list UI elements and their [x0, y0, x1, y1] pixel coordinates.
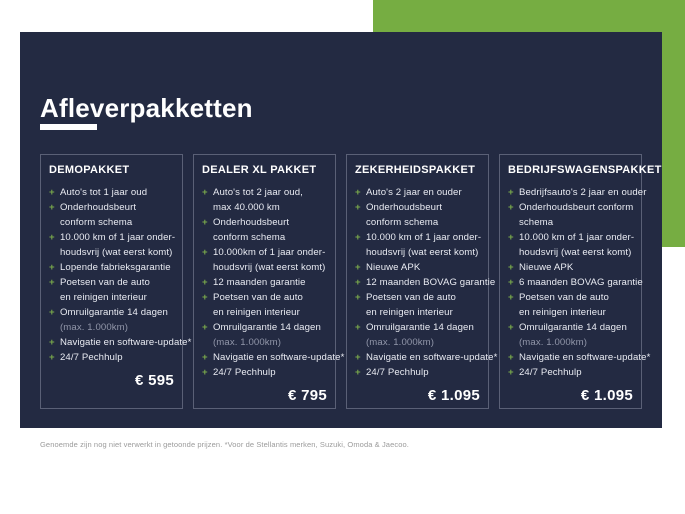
- feature-line: houdsvrij (wat eerst komt): [366, 247, 479, 258]
- package-feature-list: [202, 185, 345, 380]
- package-feature: [508, 365, 633, 380]
- feature-line: + Poetsen van de auto: [355, 292, 456, 303]
- plus-bullet-icon: +: [49, 187, 55, 198]
- package-feature: [508, 260, 633, 275]
- plus-bullet-icon: +: [355, 292, 361, 303]
- title-underline: [40, 124, 97, 130]
- package-feature-list: [508, 185, 651, 380]
- package-feature: [202, 290, 327, 320]
- feature-line: (max. 1.000km): [519, 337, 588, 348]
- plus-bullet-icon: +: [202, 277, 208, 288]
- feature-line: conform schema: [60, 217, 133, 228]
- plus-bullet-icon: +: [202, 367, 208, 378]
- feature-line: + Omruilgarantie 14 dagen: [202, 322, 321, 333]
- package-feature: [508, 350, 651, 365]
- plus-bullet-icon: +: [508, 232, 514, 243]
- plus-bullet-icon: +: [508, 187, 514, 198]
- plus-bullet-icon: +: [355, 352, 361, 363]
- package-feature: [508, 275, 643, 290]
- plus-bullet-icon: +: [355, 322, 361, 333]
- feature-line: + Onderhoudsbeurt conform: [508, 202, 634, 213]
- package-feature: [355, 350, 498, 365]
- package-feature: [202, 350, 345, 365]
- plus-bullet-icon: +: [355, 367, 361, 378]
- feature-line: en reinigen interieur: [213, 307, 300, 318]
- plus-bullet-icon: +: [508, 367, 514, 378]
- plus-bullet-icon: +: [49, 262, 55, 273]
- plus-bullet-icon: +: [202, 247, 208, 258]
- plus-bullet-icon: +: [508, 202, 514, 213]
- package-feature: [49, 305, 174, 335]
- feature-line: + 10.000 km of 1 jaar onder-: [355, 232, 482, 243]
- plus-bullet-icon: +: [355, 232, 361, 243]
- package-feature-list: [49, 185, 192, 365]
- package-feature-list: [355, 185, 498, 380]
- plus-bullet-icon: +: [49, 352, 55, 363]
- feature-line: + Navigatie en software-update*: [49, 337, 192, 348]
- plus-bullet-icon: +: [202, 352, 208, 363]
- feature-line: + Bedrijfsauto's 2 jaar en ouder: [508, 187, 647, 198]
- feature-line: + Omruilgarantie 14 dagen: [49, 307, 168, 318]
- package-feature: [202, 275, 327, 290]
- package-feature: [508, 185, 647, 200]
- feature-line: conform schema: [366, 217, 439, 228]
- package-feature: [355, 185, 480, 200]
- feature-line: houdsvrij (wat eerst komt): [60, 247, 173, 258]
- footnote-text: Genoemde zijn nog niet verwerkt in getoonde prijzen. *Voor de Stellantis merken, Suzuki, Omoda & Jaecoo.: [40, 440, 409, 449]
- package-feature: [355, 275, 496, 290]
- feature-line: houdsvrij (wat eerst komt): [519, 247, 632, 258]
- feature-line: + Nieuwe APK: [355, 262, 421, 273]
- plus-bullet-icon: +: [508, 352, 514, 363]
- feature-line: + 12 maanden BOVAG garantie: [355, 277, 496, 288]
- package-title: DEMOPAKKET: [49, 164, 130, 176]
- package-price: € 795: [287, 387, 327, 404]
- package-feature: [202, 365, 327, 380]
- package-title: ZEKERHEIDSPAKKET: [355, 164, 476, 176]
- package-feature: [508, 290, 633, 320]
- package-feature: [49, 350, 174, 365]
- feature-line: + Onderhoudsbeurt: [49, 202, 137, 213]
- package-title: BEDRIJFSWAGENSPAKKET: [508, 164, 662, 176]
- package-feature: [202, 245, 327, 275]
- package-feature: [49, 335, 192, 350]
- package-cards-row: [40, 154, 662, 409]
- package-card-bedrijfswagenspakket: [499, 154, 662, 409]
- package-feature: [508, 200, 633, 230]
- plus-bullet-icon: +: [355, 262, 361, 273]
- plus-bullet-icon: +: [355, 202, 361, 213]
- feature-line: + 10.000km of 1 jaar onder-: [202, 247, 326, 258]
- feature-line: + Poetsen van de auto: [508, 292, 609, 303]
- feature-line: (max. 1.000km): [213, 337, 282, 348]
- package-feature: [355, 365, 480, 380]
- feature-line: conform schema: [213, 232, 286, 243]
- feature-line: + Poetsen van de auto: [49, 277, 150, 288]
- package-feature: [49, 200, 174, 230]
- plus-bullet-icon: +: [508, 322, 514, 333]
- package-feature: [355, 290, 480, 320]
- package-title: DEALER XL PAKKET: [202, 164, 317, 176]
- package-feature: [202, 215, 327, 245]
- package-feature: [355, 260, 480, 275]
- package-feature: [202, 320, 327, 350]
- package-feature: [508, 230, 633, 260]
- plus-bullet-icon: +: [49, 337, 55, 348]
- feature-line: + 12 maanden garantie: [202, 277, 306, 288]
- plus-bullet-icon: +: [355, 277, 361, 288]
- feature-line: + Auto's tot 1 jaar oud: [49, 187, 148, 198]
- feature-line: + Omruilgarantie 14 dagen: [355, 322, 474, 333]
- package-feature: [508, 320, 633, 350]
- plus-bullet-icon: +: [508, 277, 514, 288]
- feature-line: en reinigen interieur: [519, 307, 606, 318]
- package-price: € 1.095: [427, 387, 480, 404]
- feature-line: (max. 1.000km): [366, 337, 435, 348]
- feature-line: + Poetsen van de auto: [202, 292, 303, 303]
- feature-line: + Navigatie en software-update*: [202, 352, 345, 363]
- package-feature: [49, 275, 174, 305]
- feature-line: + 24/7 Pechhulp: [508, 367, 582, 378]
- feature-line: + 24/7 Pechhulp: [355, 367, 429, 378]
- feature-line: + 6 maanden BOVAG garantie: [508, 277, 643, 288]
- package-card-dealer-xl-pakket: [193, 154, 345, 409]
- package-card-zekerheidspakket: [346, 154, 498, 409]
- package-card-demopakket: [40, 154, 192, 409]
- package-feature: [355, 230, 480, 260]
- feature-line: + Auto's 2 jaar en ouder: [355, 187, 462, 198]
- feature-line: + Navigatie en software-update*: [508, 352, 651, 363]
- feature-line: max 40.000 km: [213, 202, 280, 213]
- plus-bullet-icon: +: [202, 187, 208, 198]
- plus-bullet-icon: +: [49, 277, 55, 288]
- feature-line: + Onderhoudsbeurt: [355, 202, 443, 213]
- feature-line: + 10.000 km of 1 jaar onder-: [508, 232, 635, 243]
- package-feature: [49, 185, 174, 200]
- feature-line: + Navigatie en software-update*: [355, 352, 498, 363]
- plus-bullet-icon: +: [355, 187, 361, 198]
- feature-line: houdsvrij (wat eerst komt): [213, 262, 326, 273]
- page-title: Afleverpakketten: [40, 93, 253, 124]
- feature-line: en reinigen interieur: [60, 292, 147, 303]
- package-feature: [355, 200, 480, 230]
- feature-line: + Lopende fabrieksgarantie: [49, 262, 171, 273]
- package-feature: [355, 320, 480, 350]
- feature-line: + Onderhoudsbeurt: [202, 217, 290, 228]
- package-price: € 1.095: [580, 387, 633, 404]
- plus-bullet-icon: +: [49, 307, 55, 318]
- package-feature: [202, 185, 327, 215]
- plus-bullet-icon: +: [508, 262, 514, 273]
- plus-bullet-icon: +: [202, 322, 208, 333]
- plus-bullet-icon: +: [202, 217, 208, 228]
- plus-bullet-icon: +: [202, 292, 208, 303]
- feature-line: + Omruilgarantie 14 dagen: [508, 322, 627, 333]
- feature-line: + 10.000 km of 1 jaar onder-: [49, 232, 176, 243]
- feature-line: (max. 1.000km): [60, 322, 129, 333]
- package-price: € 595: [134, 372, 174, 389]
- feature-line: + 24/7 Pechhulp: [49, 352, 123, 363]
- plus-bullet-icon: +: [49, 232, 55, 243]
- feature-line: en reinigen interieur: [366, 307, 453, 318]
- package-feature: [49, 230, 174, 260]
- feature-line: schema: [519, 217, 554, 228]
- feature-line: + Nieuwe APK: [508, 262, 574, 273]
- slide-panel: [20, 32, 662, 428]
- plus-bullet-icon: +: [49, 202, 55, 213]
- plus-bullet-icon: +: [508, 292, 514, 303]
- feature-line: + 24/7 Pechhulp: [202, 367, 276, 378]
- package-feature: [49, 260, 174, 275]
- feature-line: + Auto's tot 2 jaar oud,: [202, 187, 303, 198]
